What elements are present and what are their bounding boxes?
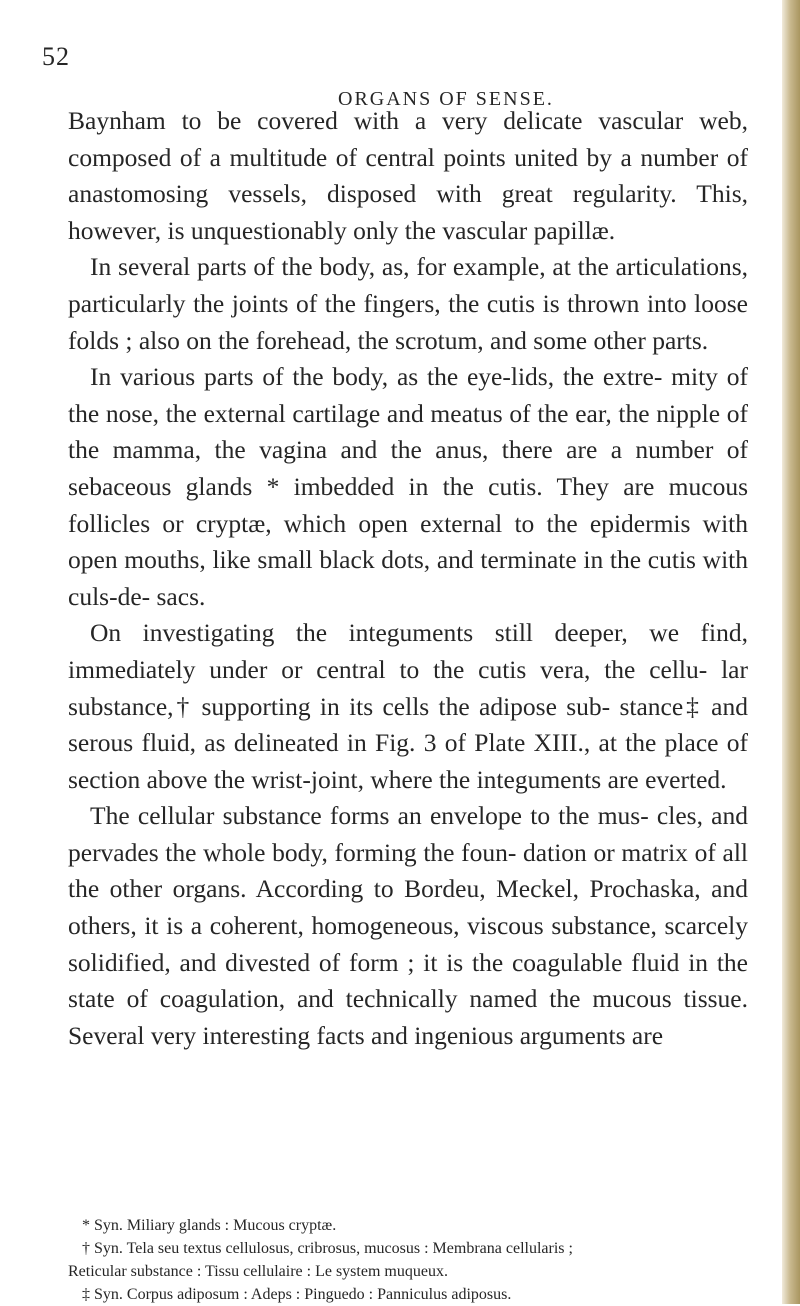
footnotes <box>68 1214 748 1306</box>
page-edge <box>782 0 800 1304</box>
paragraph: In various parts of the body, as the eye-lids, the extre- mity of the nose, the external cartilage and meatus of the ear, the nipple of the mamma, the vagina and the anus, there are a number of sebaceous glands * imbedded in the cutis. They are mucous follicles or cryptæ, which open external to the epidermis with open mouths, like small black dots, and terminate in the cutis with culs-de- sacs. <box>68 362 748 611</box>
footnote: ‡ Syn. Corpus adiposum : Adeps : Pinguedo : Panniculus adiposus. <box>82 1286 512 1303</box>
paragraph: Baynham to be covered with a very delicate vascular web, composed of a multitude of central points united by a number of anastomosing vessels, disposed with great regularity. This, however, is unquestionably only the vascular papillæ. <box>68 106 748 245</box>
page-number: 52 <box>42 42 70 71</box>
footnote: * Syn. Miliary glands : Mucous cryptæ. <box>82 1217 337 1234</box>
body-text <box>68 103 748 1054</box>
paragraph: On investigating the integuments still deeper, we find, immediately under or central to the cutis vera, the cellu- lar substance,† supporting in its cells the adipose sub- stance‡ and serous fluid, as delineated in Fig. 3 of Plate XIII., at the place of section above the wrist-joint, where the integuments are everted. <box>68 618 748 794</box>
running-head: ORGANS OF SENSE. <box>338 88 554 110</box>
paragraph: The cellular substance forms an envelope to the mus- cles, and pervades the whole body, forming the foun- dation or matrix of all the other organs. According to Bordeu, Meckel, Prochaska, and others, it is a coherent, homogeneous, viscous substance, scarcely solidified, and divested of form ; it is the coagulable fluid in the state of coagulation, and technically named the mucous tissue. Several very interesting facts and ingenious arguments are <box>68 801 748 1050</box>
paragraph: In several parts of the body, as, for example, at the articulations, particularly the joints of the fingers, the cutis is thrown into loose folds ; also on the forehead, the scrotum, and some other parts. <box>68 252 748 355</box>
footnote: † Syn. Tela seu textus cellulosus, cribrosus, mucosus : Membrana cellularis ; <box>82 1240 573 1257</box>
footnote-continuation: Reticular substance : Tissu cellulaire : Le system muqueux. <box>68 1263 448 1280</box>
